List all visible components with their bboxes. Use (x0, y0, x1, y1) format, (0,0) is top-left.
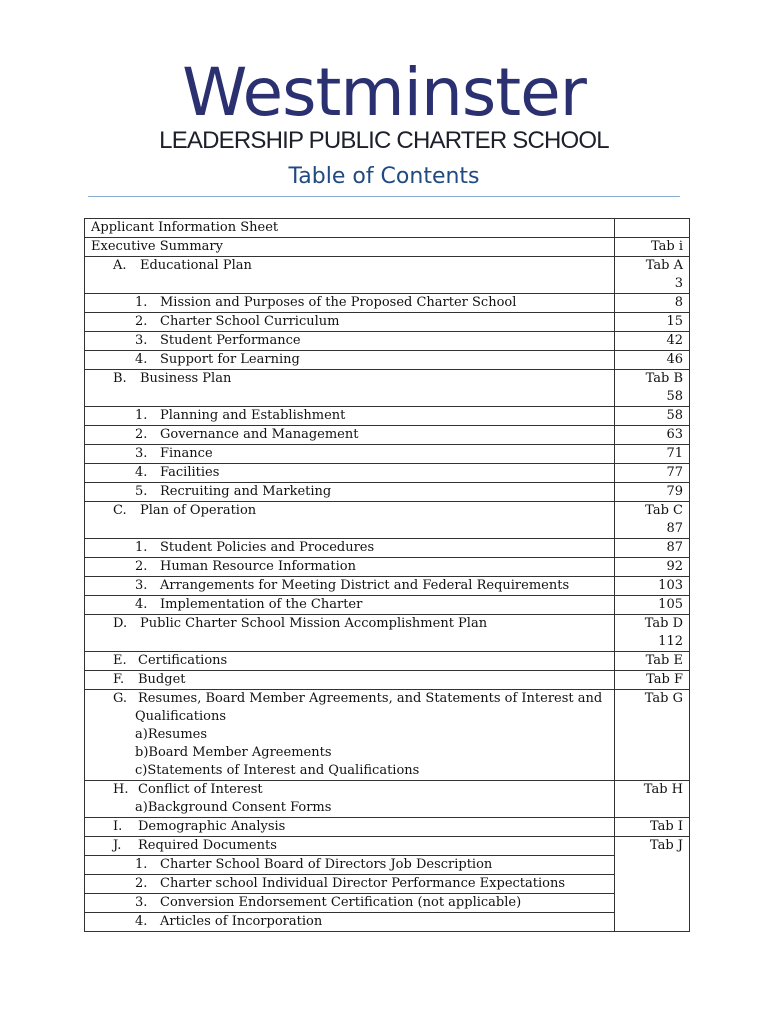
toc-page: Tab i (615, 238, 690, 257)
toc-label (85, 502, 615, 539)
toc-marker: F. (113, 672, 125, 687)
toc-label-text: Applicant Information Sheet (91, 220, 279, 235)
toc-label-text: Educational Plan (140, 258, 252, 273)
toc-marker: 3. (135, 446, 148, 461)
toc-marker: 4. (135, 352, 148, 367)
toc-row (85, 913, 690, 932)
toc-marker: 1. (135, 540, 148, 555)
toc-label-text: Conflict of Interest (138, 782, 263, 797)
toc-label-text: Public Charter School Mission Accomplishment Plan (140, 616, 488, 631)
toc-label (85, 894, 615, 913)
toc-label-text: Plan of Operation (140, 503, 257, 518)
toc-table (84, 218, 690, 932)
toc-row (85, 615, 690, 652)
toc-marker: 3. (135, 333, 148, 348)
toc-row (85, 856, 690, 875)
toc-row (85, 690, 690, 781)
toc-page: 92 (615, 558, 690, 577)
toc-row (85, 238, 690, 257)
toc-page: Tab I (615, 818, 690, 837)
toc-label-text: Planning and Establishment (160, 408, 346, 423)
toc-row (85, 445, 690, 464)
toc-sub-item: c)Statements of Interest and Qualifications (135, 763, 420, 778)
toc-label-text: Business Plan (140, 371, 232, 386)
toc-row (85, 502, 690, 539)
toc-label (85, 596, 615, 615)
toc-tab: Tab B (645, 371, 683, 386)
toc-label-text: Resumes, Board Member Agreements, and Statements of Interest and (138, 691, 603, 706)
toc-marker: 3. (135, 578, 148, 593)
toc-row (85, 294, 690, 313)
toc-page: Tab G (615, 690, 690, 781)
toc-page: 87 (615, 539, 690, 558)
toc-label (85, 219, 615, 238)
toc-page: 71 (615, 445, 690, 464)
toc-label (85, 351, 615, 370)
toc-label-text: Human Resource Information (160, 559, 356, 574)
toc-row (85, 837, 690, 856)
toc-row (85, 407, 690, 426)
toc-label (85, 818, 615, 837)
toc-page: 79 (615, 483, 690, 502)
toc-marker: J. (113, 838, 122, 853)
title-divider (88, 196, 680, 197)
toc-row (85, 596, 690, 615)
toc-page: 63 (615, 426, 690, 445)
toc-page: Tab E (615, 652, 690, 671)
toc-row (85, 332, 690, 351)
toc-label (85, 856, 615, 875)
toc-label-text: Finance (160, 446, 213, 461)
toc-marker: H. (113, 782, 129, 797)
toc-label-text: Executive Summary (91, 239, 223, 254)
toc-label-text: Conversion Endorsement Certification (not applicable) (160, 895, 522, 910)
toc-marker: 1. (135, 295, 148, 310)
toc-label (85, 690, 615, 781)
toc-marker: E. (113, 653, 127, 668)
toc-tab: Tab D (644, 616, 683, 631)
toc-row (85, 818, 690, 837)
toc-page: 105 (615, 596, 690, 615)
toc-page: 8 (615, 294, 690, 313)
toc-label-text: Articles of Incorporation (160, 914, 323, 929)
toc-label (85, 913, 615, 932)
toc-label (85, 837, 615, 856)
toc-page-number: 3 (674, 276, 683, 291)
toc-marker: 2. (135, 559, 148, 574)
toc-page: 58 (615, 407, 690, 426)
toc-label (85, 294, 615, 313)
toc-label (85, 539, 615, 558)
toc-row (85, 671, 690, 690)
toc-page-number: 112 (658, 634, 683, 649)
toc-page (615, 257, 690, 294)
toc-label (85, 257, 615, 294)
toc-marker: G. (113, 691, 128, 706)
toc-marker: 2. (135, 314, 148, 329)
toc-row (85, 219, 690, 238)
toc-marker: 3. (135, 895, 148, 910)
toc-marker: I. (113, 819, 123, 834)
toc-label (85, 781, 615, 818)
toc-label (85, 558, 615, 577)
toc-label-text: Arrangements for Meeting District and Federal Requirements (160, 578, 570, 593)
toc-label (85, 671, 615, 690)
toc-label-text: Governance and Management (160, 427, 359, 442)
toc-page: Tab H (615, 781, 690, 818)
toc-row (85, 257, 690, 294)
toc-page: 103 (615, 577, 690, 596)
toc-page: 42 (615, 332, 690, 351)
toc-label-text: Support for Learning (160, 352, 300, 367)
toc-sub-item: a)Background Consent Forms (135, 800, 332, 815)
toc-label (85, 445, 615, 464)
toc-page (615, 370, 690, 407)
toc-page: 15 (615, 313, 690, 332)
logo-subtitle: LEADERSHIP PUBLIC CHARTER SCHOOL (159, 127, 609, 154)
toc-row (85, 652, 690, 671)
toc-label-text: Charter School Board of Directors Job Description (160, 857, 493, 872)
toc-row (85, 483, 690, 502)
toc-sub-item: b)Board Member Agreements (135, 745, 332, 760)
toc-marker: 2. (135, 427, 148, 442)
toc-row (85, 781, 690, 818)
toc-row (85, 464, 690, 483)
toc-marker: A. (113, 258, 127, 273)
toc-label (85, 875, 615, 894)
toc-marker: C. (113, 503, 127, 518)
toc-label (85, 370, 615, 407)
toc-label (85, 313, 615, 332)
toc-marker: 1. (135, 857, 148, 872)
toc-tab: Tab C (645, 503, 683, 518)
toc-row (85, 539, 690, 558)
toc-page-number: 87 (666, 521, 683, 536)
toc-marker: 4. (135, 465, 148, 480)
toc-label-text: Recruiting and Marketing (160, 484, 332, 499)
toc-row (85, 894, 690, 913)
toc-row (85, 370, 690, 407)
toc-row (85, 351, 690, 370)
toc-page (615, 502, 690, 539)
toc-marker: 2. (135, 876, 148, 891)
toc-marker: D. (113, 616, 128, 631)
toc-marker: 5. (135, 484, 148, 499)
toc-row (85, 426, 690, 445)
toc-label (85, 577, 615, 596)
toc-label (85, 407, 615, 426)
toc-row (85, 313, 690, 332)
toc-marker: 1. (135, 408, 148, 423)
toc-page: Tab F (615, 671, 690, 690)
toc-row (85, 577, 690, 596)
toc-label-text: Facilities (160, 465, 220, 480)
toc-page: 46 (615, 351, 690, 370)
toc-page (615, 615, 690, 652)
toc-label (85, 426, 615, 445)
toc-label-text: Charter School Curriculum (160, 314, 340, 329)
toc-label (85, 464, 615, 483)
toc-marker: 4. (135, 914, 148, 929)
toc-row (85, 875, 690, 894)
toc-marker: B. (113, 371, 127, 386)
toc-label-text: Implementation of the Charter (160, 597, 363, 612)
toc-label-continued: Qualifications (135, 709, 227, 724)
toc-label (85, 332, 615, 351)
toc-label-text: Required Documents (138, 838, 277, 853)
toc-page (615, 219, 690, 238)
toc-tab: Tab A (645, 258, 683, 273)
toc-label (85, 615, 615, 652)
toc-page: 77 (615, 464, 690, 483)
toc-label-text: Budget (138, 672, 186, 687)
toc-label-text: Mission and Purposes of the Proposed Charter School (160, 295, 517, 310)
toc-label-text: Demographic Analysis (138, 819, 286, 834)
toc-label (85, 238, 615, 257)
logo-westminster: Westminster (182, 54, 586, 131)
toc-label-text: Student Performance (160, 333, 301, 348)
toc-label (85, 483, 615, 502)
toc-label-text: Charter school Individual Director Performance Expectations (160, 876, 566, 891)
toc-label-text: Certifications (138, 653, 228, 668)
toc-label-text: Student Policies and Procedures (160, 540, 375, 555)
toc-row (85, 558, 690, 577)
toc-page: Tab J (615, 837, 690, 932)
toc-page-number: 58 (666, 389, 683, 404)
page-title: Table of Contents (288, 164, 480, 189)
toc-sub-item: a)Resumes (135, 727, 208, 742)
toc-marker: 4. (135, 597, 148, 612)
toc-label (85, 652, 615, 671)
